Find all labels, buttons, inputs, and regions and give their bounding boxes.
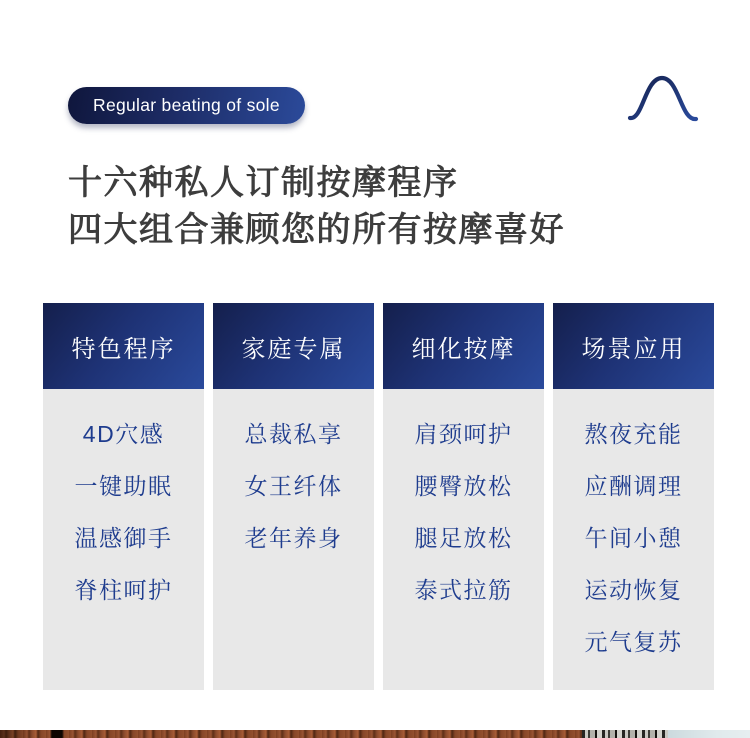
wood-texture-strip: [0, 730, 750, 738]
light-end-segment: [668, 730, 750, 738]
program-item: 熬夜充能: [584, 420, 683, 447]
column-scenario-application: [553, 303, 714, 690]
column-header: 家庭专属: [213, 303, 374, 389]
program-item: 一键助眠: [74, 472, 173, 499]
program-item: 腰臀放松: [414, 472, 513, 499]
brand-logo-icon: [621, 68, 709, 146]
title-line-2: 四大组合兼顾您的所有按摩喜好: [68, 211, 565, 249]
program-item: 腿足放松: [414, 524, 513, 551]
column-body: [553, 389, 714, 690]
program-item: 脊柱呵护: [74, 576, 173, 603]
program-item: 4D穴感: [82, 420, 165, 447]
program-item: 老年养身: [244, 524, 343, 551]
column-header: 特色程序: [43, 303, 204, 389]
category-columns: [43, 303, 714, 690]
page-title: [68, 160, 565, 254]
column-family-exclusive: [213, 303, 374, 690]
badge-label: Regular beating of sole: [93, 95, 280, 115]
program-item: 女王纤体: [244, 472, 343, 499]
program-item: 元气复苏: [584, 628, 683, 655]
column-featured-programs: [43, 303, 204, 690]
program-item: 午间小憩: [584, 524, 683, 551]
sole-feature-badge: [68, 87, 305, 124]
column-header: 细化按摩: [383, 303, 544, 389]
column-refined-massage: [383, 303, 544, 690]
column-body: [213, 389, 374, 690]
column-header: 场景应用: [553, 303, 714, 389]
wood-grain-segment: [0, 730, 582, 738]
program-item: 泰式拉筋: [414, 576, 513, 603]
program-item: 温感御手: [74, 524, 173, 551]
column-body: [43, 389, 204, 690]
program-item: 应酬调理: [584, 472, 683, 499]
title-line-1: 十六种私人订制按摩程序: [68, 164, 459, 202]
program-item: 总裁私享: [244, 420, 343, 447]
program-item: 运动恢复: [584, 576, 683, 603]
barcode-texture-segment: [582, 730, 668, 738]
program-item: 肩颈呵护: [414, 420, 513, 447]
column-body: [383, 389, 544, 690]
